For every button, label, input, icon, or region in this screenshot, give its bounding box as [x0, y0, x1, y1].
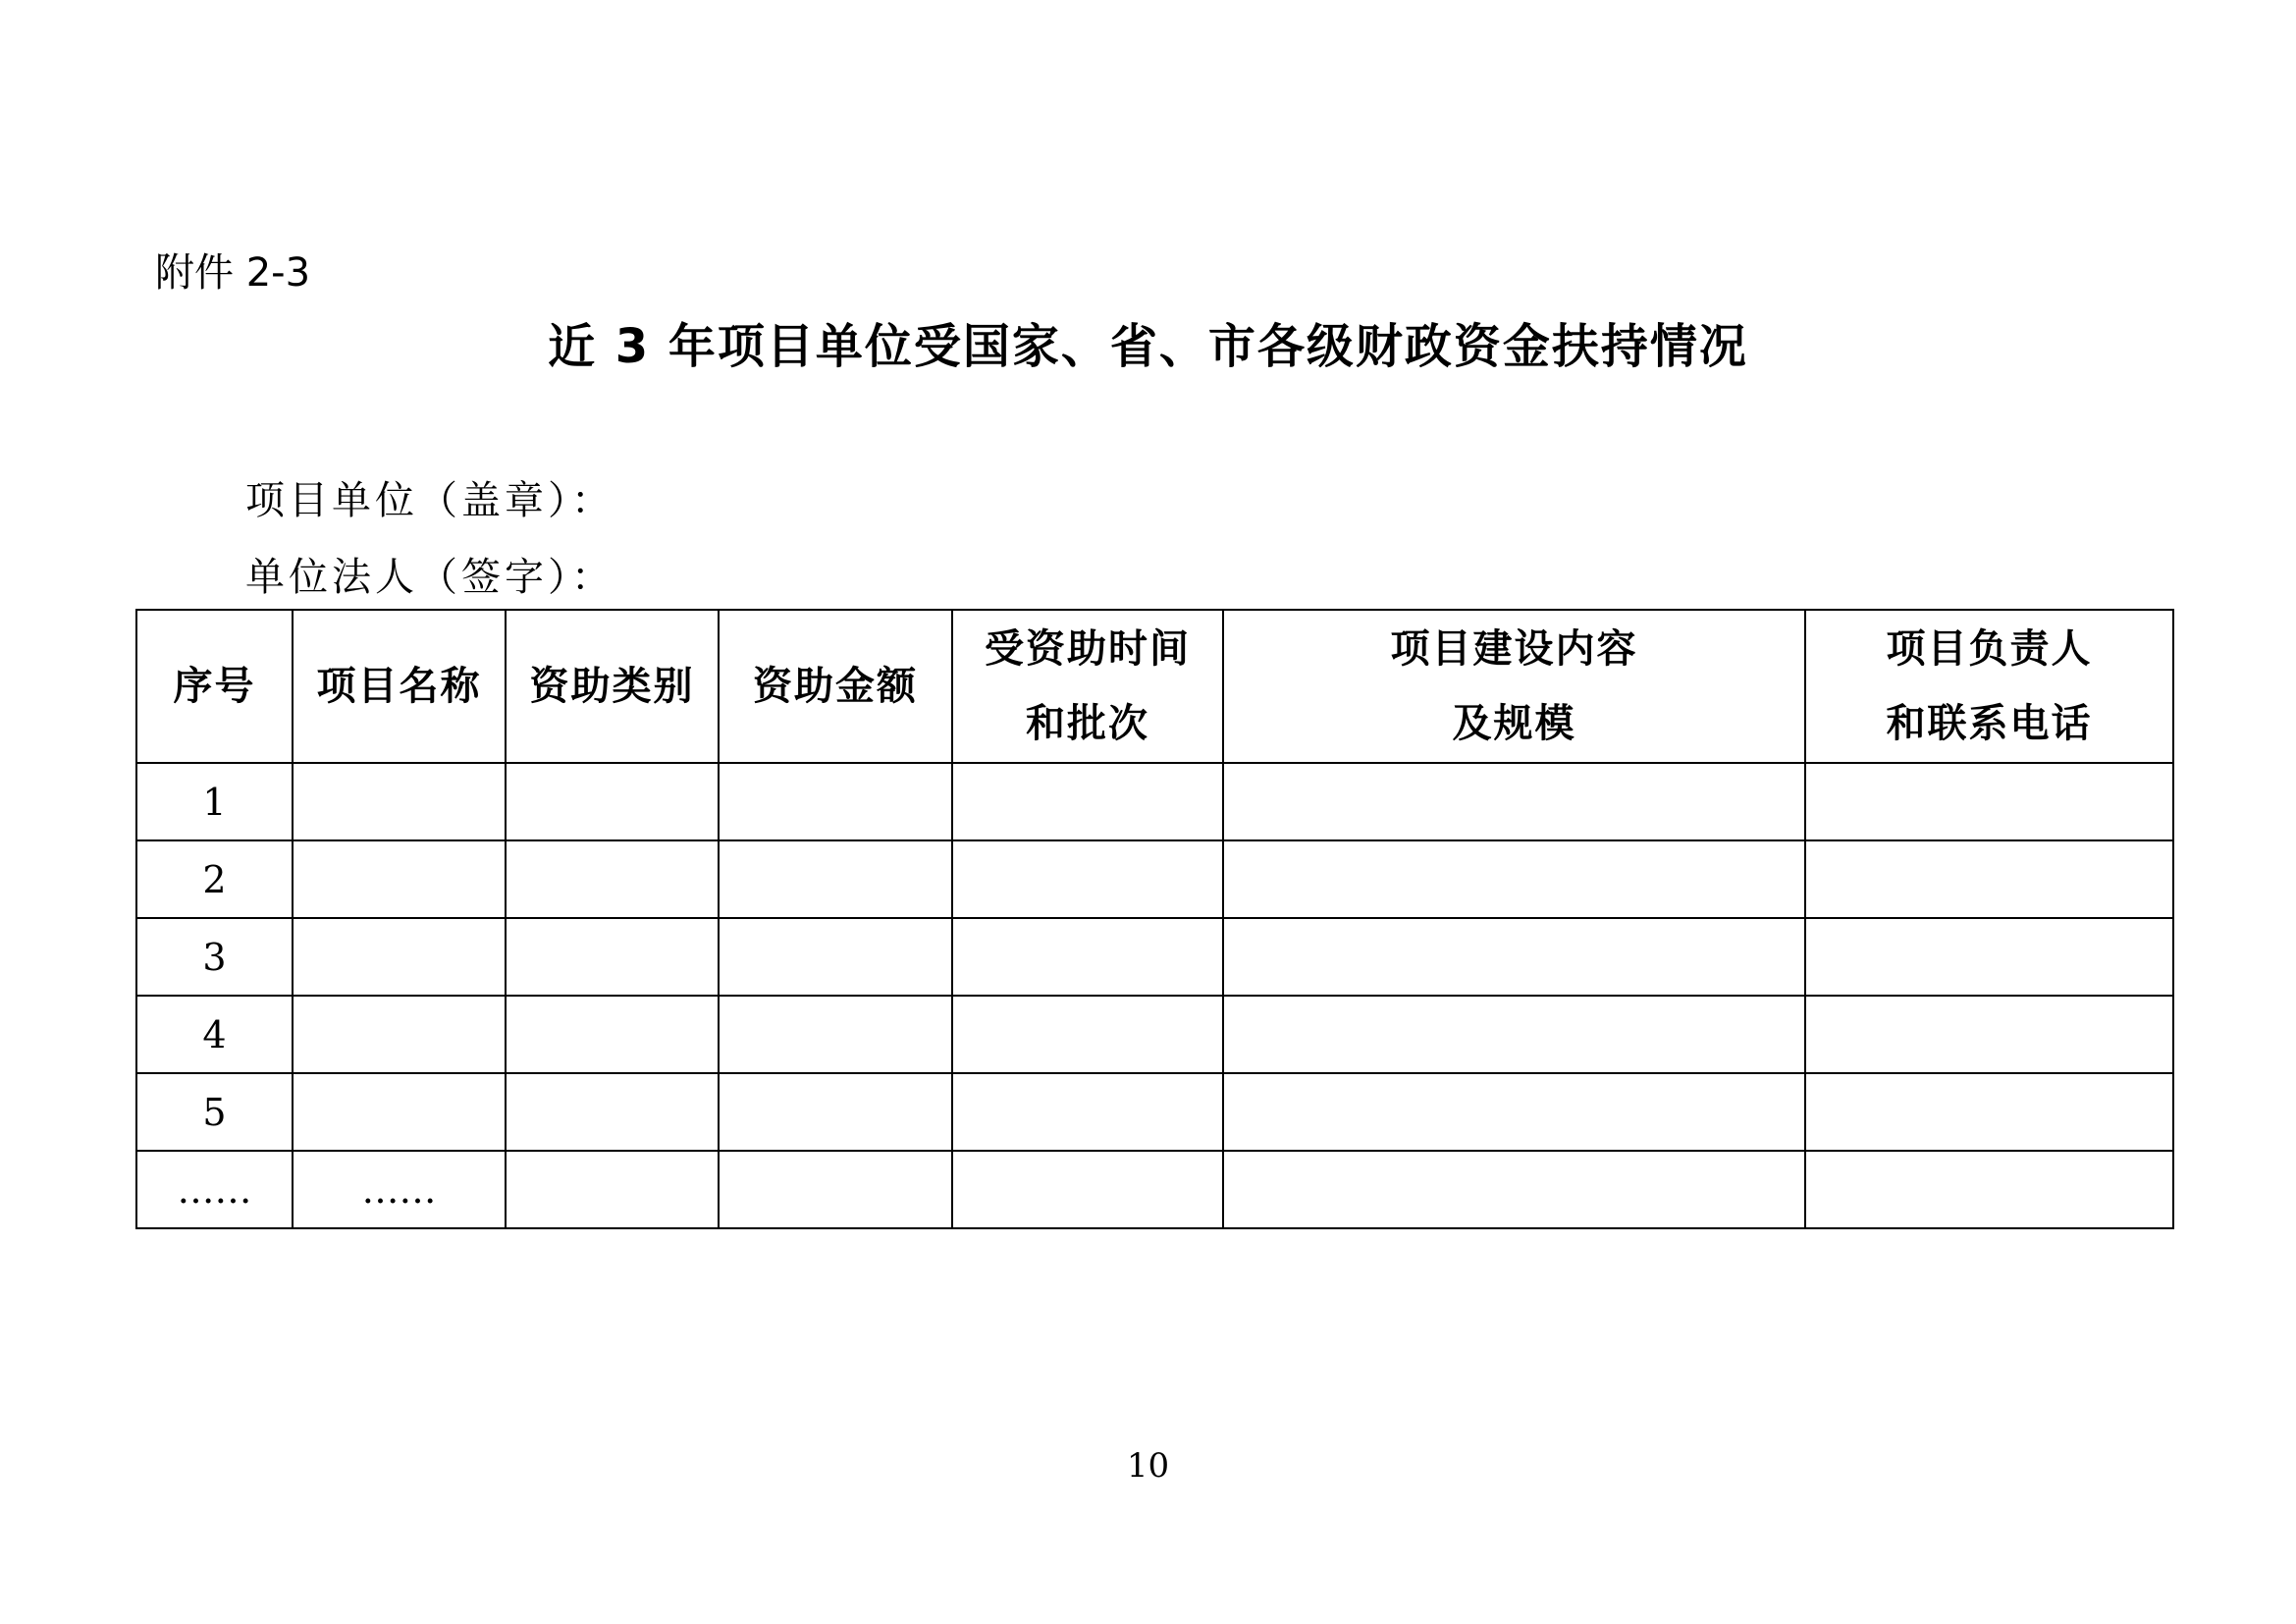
- cell-amount: [719, 763, 952, 840]
- cell-serial: 5: [136, 1073, 293, 1151]
- cell-project-name: [293, 918, 506, 996]
- cell-serial: ……: [136, 1151, 293, 1228]
- cell-content-scale: [1223, 840, 1805, 918]
- cell-leader-contact: [1805, 996, 2173, 1073]
- table-row: [136, 996, 2173, 1073]
- cell-content-scale: [1223, 1073, 1805, 1151]
- document-title: 近 3 年项目单位受国家、省、市各级财政资金扶持情况: [548, 319, 1748, 374]
- cell-serial: 1: [136, 763, 293, 840]
- table-row: [136, 918, 2173, 996]
- cell-serial: 4: [136, 996, 293, 1073]
- cell-project-name: [293, 763, 506, 840]
- funding-support-table: [135, 609, 2174, 1229]
- table-row: [136, 1073, 2173, 1151]
- header-funding-category: 资助类别: [506, 610, 719, 763]
- cell-project-name: ……: [293, 1151, 506, 1228]
- cell-content-scale: [1223, 996, 1805, 1073]
- header-construction-content-scale: 项目建设内容 及规模: [1223, 610, 1805, 763]
- cell-serial: 3: [136, 918, 293, 996]
- cell-time-batch: [952, 1151, 1223, 1228]
- header-project-name: 项目名称: [293, 610, 506, 763]
- cell-serial: 2: [136, 840, 293, 918]
- cell-time-batch: [952, 763, 1223, 840]
- table-header-row: [136, 610, 2173, 763]
- attachment-label: 附件 2-3: [155, 250, 311, 296]
- cell-leader-contact: [1805, 1151, 2173, 1228]
- table-row: [136, 763, 2173, 840]
- cell-amount: [719, 1151, 952, 1228]
- cell-category: [506, 1073, 719, 1151]
- cell-amount: [719, 918, 952, 996]
- cell-category: [506, 763, 719, 840]
- cell-category: [506, 1151, 719, 1228]
- header-serial-number: 序号: [136, 610, 293, 763]
- header-funding-amount: 资助金额: [719, 610, 952, 763]
- cell-content-scale: [1223, 918, 1805, 996]
- page-number: 10: [1126, 1446, 1170, 1486]
- cell-time-batch: [952, 1073, 1223, 1151]
- cell-content-scale: [1223, 1151, 1805, 1228]
- cell-time-batch: [952, 840, 1223, 918]
- legal-representative-signature-label: 单位法人（签字）：: [245, 555, 614, 600]
- cell-project-name: [293, 996, 506, 1073]
- cell-time-batch: [952, 918, 1223, 996]
- cell-amount: [719, 840, 952, 918]
- header-project-leader-contact: 项目负责人 和联系电话: [1805, 610, 2173, 763]
- cell-leader-contact: [1805, 1073, 2173, 1151]
- cell-amount: [719, 1073, 952, 1151]
- header-funding-time-batch: 受资助时间 和批次: [952, 610, 1223, 763]
- cell-leader-contact: [1805, 840, 2173, 918]
- cell-leader-contact: [1805, 918, 2173, 996]
- project-unit-stamp-label: 项目单位（盖章）：: [245, 478, 614, 523]
- cell-amount: [719, 996, 952, 1073]
- cell-time-batch: [952, 996, 1223, 1073]
- cell-project-name: [293, 1073, 506, 1151]
- table-row: [136, 840, 2173, 918]
- cell-content-scale: [1223, 763, 1805, 840]
- table-row: [136, 1151, 2173, 1228]
- cell-category: [506, 840, 719, 918]
- cell-category: [506, 918, 719, 996]
- cell-project-name: [293, 840, 506, 918]
- cell-category: [506, 996, 719, 1073]
- cell-leader-contact: [1805, 763, 2173, 840]
